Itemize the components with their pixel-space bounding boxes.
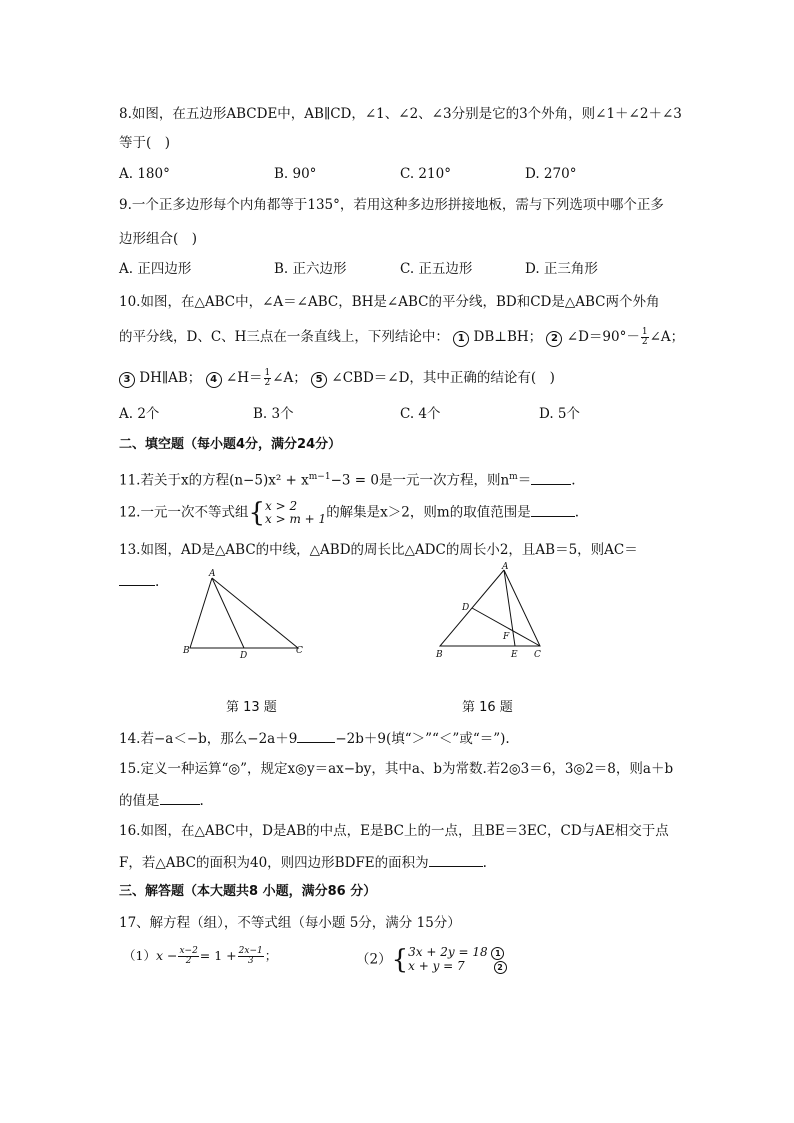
brace-icon: {: [248, 498, 266, 528]
circled-4-icon: 4: [206, 372, 222, 388]
label-d: D: [462, 603, 470, 613]
q9-option-b: B. 正六边形: [274, 261, 347, 277]
circled-2-icon: 2: [546, 331, 562, 347]
q8-stem-line1: 8.如图，在五边形ABCDE中，AB∥CD，∠1、∠2、∠3分别是它的3个外角，则∠1＋∠2＋∠3: [119, 106, 682, 122]
q8-option-d: D. 270°: [525, 166, 577, 182]
fraction-half: $\frac{1}{2}$: [264, 368, 271, 388]
q9-stem-line2: 边形组合( ): [119, 231, 198, 247]
answer-blank[interactable]: [531, 502, 575, 517]
q9-stem-line1: 9.一个正多边形每个内角都等于135°，若用这种多边形拼接地板，需与下列选项中哪个正多: [119, 197, 664, 213]
q10-stem-line1: 10.如图，在△ABC中，∠A＝∠ABC，BH是∠ABC的平分线，BD和CD是△ABC两个外角: [119, 294, 660, 310]
q15-stem-line2: [119, 790, 204, 811]
inequality-system: [265, 500, 326, 526]
answer-blank[interactable]: [297, 728, 335, 743]
q8-option-b: B. 90°: [274, 166, 317, 182]
q13-stem-line2: [119, 571, 159, 592]
q17-p1-x: x −: [155, 948, 178, 963]
q16-stem-line2: [119, 852, 487, 873]
q10-conclusion-4a: ∠H＝: [225, 370, 263, 386]
q12-stem: [119, 500, 579, 526]
fraction-half: $\frac{1}{2}$: [641, 327, 648, 347]
figure-13-caption: 第 13 题: [226, 700, 277, 715]
q17-p1-end: ；: [264, 948, 278, 963]
label-d: D: [240, 651, 248, 660]
label-c: C: [296, 646, 303, 656]
q8-option-c: C. 210°: [400, 166, 451, 182]
label-b: B: [183, 646, 190, 656]
q10-option-a: A. 2个: [119, 406, 160, 422]
q13-text-end: .: [155, 574, 160, 590]
q10-option-c: C. 4个: [400, 406, 441, 422]
q16-stem-line1: 16.如图，在△ABC中，D是AB的中点，E是BC上的一点，且BE＝3EC，CD与AE相交于点: [119, 823, 669, 839]
q10-conclusion-4b: ∠A；: [272, 370, 307, 386]
q11-text-b: −3 = 0是一元一次方程，则n: [330, 472, 510, 489]
circled-5-icon: 5: [311, 372, 327, 388]
q10-conclusion-1: DB⊥BH；: [473, 329, 543, 345]
answer-blank[interactable]: [160, 790, 200, 805]
q17-part1: [123, 946, 277, 966]
section-heading-solutions: 三、解答题（本大题共8 小题，满分86 分）: [119, 884, 377, 899]
q12-text-c: .: [574, 504, 579, 521]
q11-stem: [119, 467, 575, 491]
inequality-1: x > 2: [265, 499, 298, 513]
label-a: A: [209, 569, 216, 579]
q12-text-b: 的解集是x＞2，则m的取值范围是: [326, 504, 531, 521]
q11-text-d: .: [571, 472, 576, 489]
q14-text-b: −2b＋9(填“＞”“＜”或“＝”).: [335, 731, 510, 747]
circled-3-icon: 3: [119, 372, 135, 388]
q13-stem-line1: 13.如图，AD是△ABC的中线，△ABD的周长比△ADC的周长小2，且AB＝5，则AC＝: [119, 542, 638, 558]
label-a: A: [502, 562, 509, 572]
equation-2: x + y = 7 2: [408, 960, 506, 974]
label-e: E: [511, 650, 518, 660]
label-c: C: [534, 650, 541, 660]
part-1-label: （1）: [123, 948, 156, 963]
figure-16-caption: 第 16 题: [462, 700, 513, 715]
brace-icon: {: [391, 945, 409, 975]
circled-2-icon: 2: [494, 961, 507, 974]
q10-option-b: B. 3个: [253, 406, 294, 422]
q11-exponent-m: m: [509, 472, 518, 482]
q16-text-b: .: [482, 855, 487, 871]
q14-text-a: 14.若−a＜−b，那么−2a＋9: [119, 731, 298, 747]
q9-option-c: C. 正五边形: [400, 261, 473, 277]
q10-conclusion-5: ∠CBD＝∠D，其中正确的结论有( ): [331, 370, 555, 386]
q10-conclusion-2a: ∠D＝90°－: [566, 329, 640, 345]
answer-blank[interactable]: [119, 571, 155, 586]
q11-text-a: 11.若关于x的方程(n−5)x² + x: [119, 472, 309, 489]
q11-text-c: ＝: [517, 472, 532, 489]
q15-text-a: 的值是: [119, 793, 160, 809]
circled-1-icon: 1: [453, 331, 469, 347]
q10-stem-line3: [119, 368, 555, 388]
label-b: B: [436, 650, 443, 660]
triangle-abc: [440, 570, 540, 646]
answer-blank[interactable]: [531, 470, 571, 485]
q8-stem-line2: 等于( ): [119, 135, 171, 151]
q10-conclusion-3: DH∥AB；: [139, 370, 202, 386]
q10-stem-line2: [119, 327, 684, 347]
q10-line2-text: 的平分线，D、C、H三点在一条直线上，下列结论中：: [119, 329, 449, 345]
q17-stem: 17、解方程（组），不等式组（每小题 5分，满分 15分）: [119, 915, 461, 931]
q15-text-b: .: [199, 793, 204, 809]
median-ad: [212, 578, 244, 648]
label-f: F: [503, 632, 510, 642]
part-2-label: （2）: [356, 951, 392, 968]
q11-exponent: m−1: [308, 472, 331, 482]
q17-part2: [356, 946, 507, 974]
answer-blank[interactable]: [429, 852, 483, 867]
equation-system: [408, 946, 506, 974]
q9-option-d: D. 正三角形: [525, 261, 598, 277]
q8-option-a: A. 180°: [119, 166, 170, 182]
equation-1: 3x + 2y = 18 1: [408, 946, 506, 960]
fraction-x-minus-2-over-2: $\frac{x-2}{2}$: [179, 946, 198, 966]
figure-13: [180, 568, 310, 660]
q17-p1-mid: = 1 +: [199, 948, 237, 963]
circled-1-icon: 1: [491, 947, 504, 960]
q10-option-d: D. 5个: [539, 406, 581, 422]
q16-text-a: F，若△ABC的面积为40，则四边形BDFE的面积为: [119, 855, 429, 871]
q10-conclusion-2b: ∠A；: [649, 329, 685, 345]
triangle-abc: [190, 578, 298, 648]
inequality-2: x > m + 1: [265, 512, 327, 526]
q15-stem-line1: 15.定义一种运算“◎”，规定x◎y＝ax−by，其中a、b为常数.若2◎3＝6，3◎2＝8，则a＋b: [119, 761, 674, 777]
q12-text-a: 12.一元一次不等式组: [119, 504, 249, 521]
section-heading-fill-in: 二、填空题（每小题4分，满分24分）: [119, 437, 342, 452]
q9-option-a: A. 正四边形: [119, 261, 192, 277]
figure-16: [428, 560, 554, 664]
fraction-2x-minus-1-over-3: $\frac{2x-1}{3}$: [238, 946, 263, 966]
q14-stem: [119, 728, 510, 749]
